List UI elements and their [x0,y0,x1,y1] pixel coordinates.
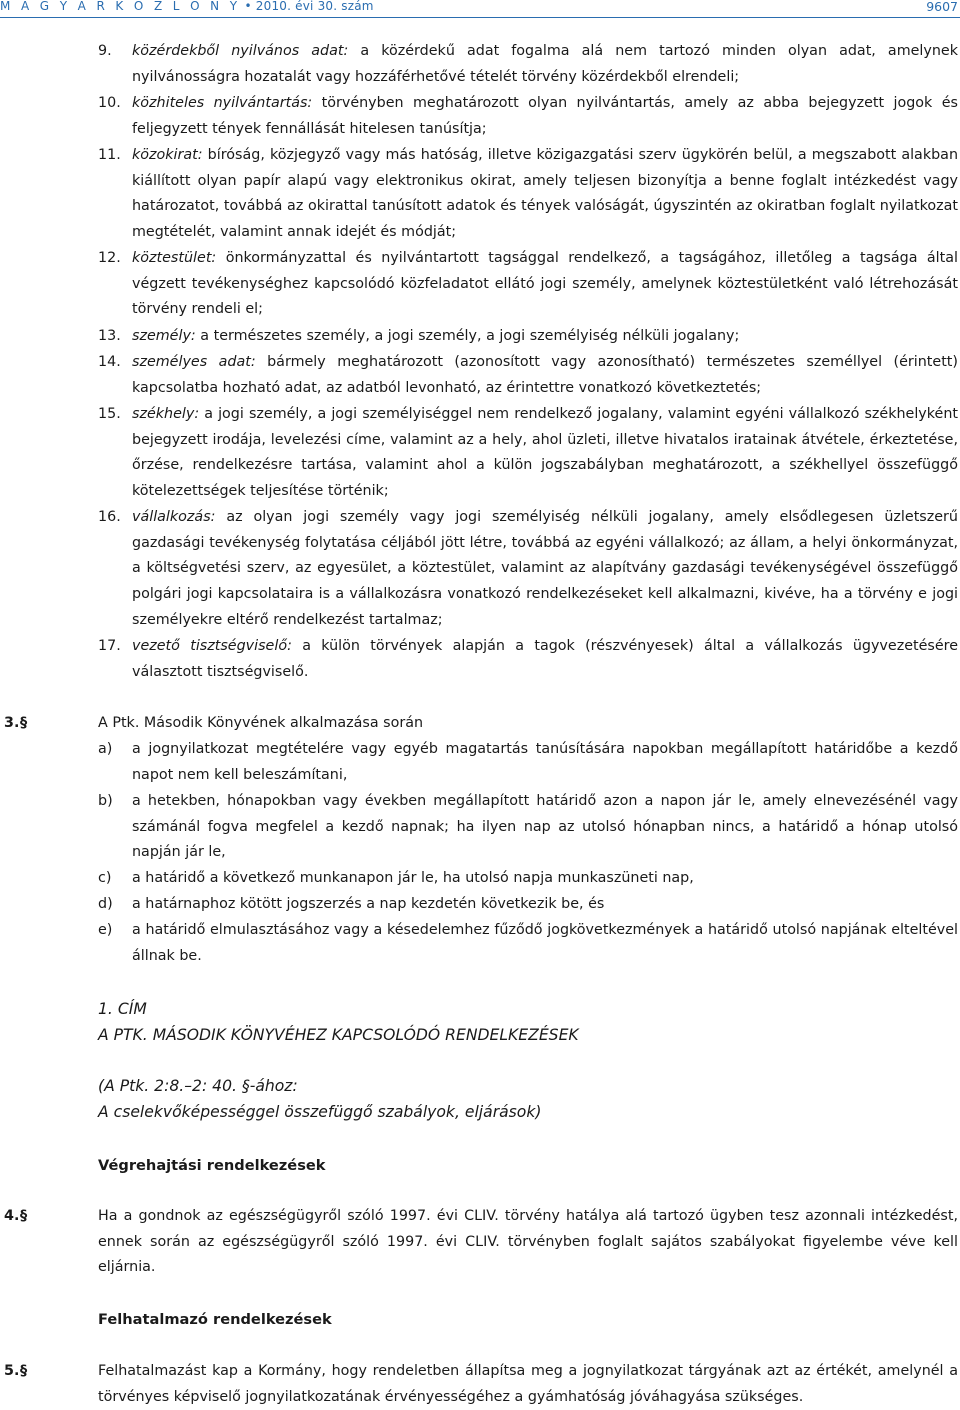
journal-title [0,0,374,13]
definition-body: bármely meghatározott (azonosított vagy azonosítható) természetes személlyel (érintett) kapcsolatba hozható adat, az adatból levonható, az érintettre vonatkozó következtetés; [132,354,958,396]
section-5 [0,1359,958,1410]
item-a [98,737,958,788]
subtitle-line-1: (A Ptk. 2:8.–2: 40. §-ához: [98,1077,298,1095]
section-3 [0,711,958,737]
definition-term: székhely: [132,406,200,422]
definition-10 [98,91,958,142]
item-label: b) [98,793,113,809]
item-label: a) [98,741,113,757]
definition-body: a külön törvények alapján a tagok (részvényesek) által a vállalkozás ügyvezetésére választott tisztségviselő. [132,638,958,680]
definition-12 [98,246,958,323]
definition-term: személyes adat: [132,354,256,370]
heading-authorizing-provisions: Felhatalmazó rendelkezések [98,1311,332,1328]
journal-name: M A G Y A R K Ö Z L Ö N Y [0,0,241,13]
definition-number: 15. [98,406,121,422]
section-number: 3. [4,715,20,731]
item-d [98,892,958,918]
definition-16 [98,505,958,634]
definition-text [132,39,958,90]
definition-text [132,505,958,634]
definition-text [132,91,958,142]
definition-11 [98,143,958,246]
item-label: c) [98,870,112,886]
definition-term: személy: [132,328,196,344]
item-label: d) [98,896,113,912]
definition-text [132,324,958,350]
section-mark: § [20,715,28,731]
header-bullet: • [244,0,252,13]
definition-9 [98,39,958,90]
definition-14 [98,350,958,401]
header-rule [0,17,960,18]
definition-text [132,402,958,505]
title-number: 1. CÍM [98,1000,147,1018]
definition-number: 11. [98,147,121,163]
definition-text [132,143,958,246]
subtitle-line-2: A cselekvőképességgel összefüggő szabályok, eljárások) [98,1102,542,1121]
subtitle-block [98,1074,958,1125]
definition-15 [98,402,958,505]
item-text: a határnaphoz kötött jogszerzés a nap kezdetén következik be, és [132,896,605,912]
section-text: Felhatalmazást kap a Kormány, hogy rendeletben állapítsa meg a jognyilatkozat tárgyának azt az értékét, amelynél a törvényes képviselő jognyilatkozatának érvényességéhez a gyámhatóság jóváhagyása szükséges. [98,1363,958,1405]
definition-number: 10. [98,95,121,111]
definition-term: közhiteles nyilvántartás: [132,95,313,111]
section-number: 4. [4,1208,20,1224]
item-b [98,789,958,866]
section-text: Ha a gondnok az egészségügyről szóló 1997. évi CLIV. törvény hatálya alá tartozó ügyben tesz azonnali intézkedést, ennek során az egészségügyről szóló 1997. évi CLIV. törvényben foglalt sajátos szabályokat figyelembe véve kell eljárnia. [98,1208,958,1276]
item-text: a hetekben, hónapokban vagy években megállapított határidő azon a napon jár le, amely elnevezésénél vagy számánál fogva megfelel a kezdő napnak; ha ilyen nap az utolsó hónapban nincs, a határidő a hónap utolsó napján jár le, [132,793,958,861]
definition-13 [98,324,958,350]
definition-term: vezető tisztségviselő: [132,638,292,654]
title-name: A PTK. MÁSODIK KÖNYVÉHEZ KAPCSOLÓDÓ RENDELKEZÉSEK [98,1025,579,1044]
definition-number: 9. [98,43,112,59]
definition-number: 14. [98,354,121,370]
definition-body: a közérdekű adat fogalma alá nem tartozó minden olyan adat, amelynek nyilvánosságra hozatalát vagy hozzáférhetővé tételét törvény közérdekből elrendeli; [132,43,958,85]
definition-body: törvényben meghatározott olyan nyilvántartás, amely az abba bejegyzett jogok és feljegyzett tények fennállását hitelesen tanúsítja; [132,95,958,137]
definition-body: a jogi személy, a jogi személyiséggel nem rendelkező jogalany, valamint egyéni vállalkozó székhelyként bejegyzett irodája, levelezési címe, valamint az a hely, ahol üzleti, illetve hivatalos iratainak átvétele, érkeztetése, őrzése, rendelkezésre tartása, valamint ahol a külön jogszabályban meghatározott, a székhellyel összefüggő kötelezettségek teljesítése történik; [132,406,958,500]
definition-number: 17. [98,638,121,654]
item-text: a jognyilatkozat megtételére vagy egyéb magatartás tanúsítására napokban megállapított határidőbe a kezdő napot nem kell beleszámítani, [132,741,958,783]
definition-body: bíróság, közjegyző vagy más hatóság, illetve közigazgatási szerv ügykörén belül, a megszabott alakban kiállított olyan papír alapú vagy elektronikus okirat, amely teljesen bizonyítja a benne foglalt intézkedést vagy határozatot, továbbá az okirattal tanúsított adatok és tények valóságát, úgyszintén az okiratban foglalt nyilatkozat megtételét, valamint annak idejét és módját; [132,147,958,241]
item-text: a határidő a következő munkanapon jár le, ha utolsó napja munkaszüneti nap, [132,870,694,886]
definition-term: vállalkozás: [132,509,216,525]
item-c [98,866,958,892]
section-mark: § [20,1208,28,1224]
heading-executive-provisions: Végrehajtási rendelkezések [98,1157,326,1174]
title-block [98,997,958,1048]
page-header [0,0,960,17]
definition-text [132,350,958,401]
definition-body: önkormányzattal és nyilvántartott tagsággal rendelkező, a tagságához, illetőleg a tagsága által végzett tevékenységhez kapcsolódó közfeladatot ellátó jogi személy, amelynek köztestületként való létrehozását törvény rendeli el; [132,250,958,318]
definition-term: köztestület: [132,250,217,266]
item-label: e) [98,922,113,938]
section-4 [0,1204,958,1281]
item-e [98,918,958,969]
page-number: 9607 [926,0,958,14]
section-number: 5. [4,1363,20,1379]
definition-number: 16. [98,509,121,525]
section-intro: A Ptk. Második Könyvének alkalmazása során [98,715,424,731]
definition-number: 12. [98,250,121,266]
definition-body: az olyan jogi személy vagy jogi személyiség nélküli jogalany, amely elsődlegesen üzletszerű gazdasági tevékenység folytatása céljából jött létre, továbbá az egyéni vállalkozó; az állam, a helyi önkormányzat, a költségvetési szerv, az egyesület, a köztestület, valamint az alapítvány gazdasági tevékenységével összefüggő polgári jogi kapcsolataira is a vállalkozásra vonatkozó rendelkezéseket kell alkalmazni, kivéve, ha a törvény e jogi személyekre eltérő rendelkezést tartalmaz; [132,509,958,628]
item-text: a határidő elmulasztásához vagy a késedelemhez fűződő jogkövetkezmények a határidő utolsó napjának elteltével állnak be. [132,922,958,964]
issue-label: 2010. évi 30. szám [255,0,374,13]
section-mark: § [20,1363,28,1379]
definition-text [132,246,958,323]
definition-term: közérdekből nyilvános adat: [132,43,349,59]
definition-17 [98,634,958,685]
definition-text [132,634,958,685]
definition-term: közokirat: [132,147,203,163]
definition-number: 13. [98,328,121,344]
definition-body: a természetes személy, a jogi személy, a jogi személyiség nélküli jogalany; [195,328,740,344]
